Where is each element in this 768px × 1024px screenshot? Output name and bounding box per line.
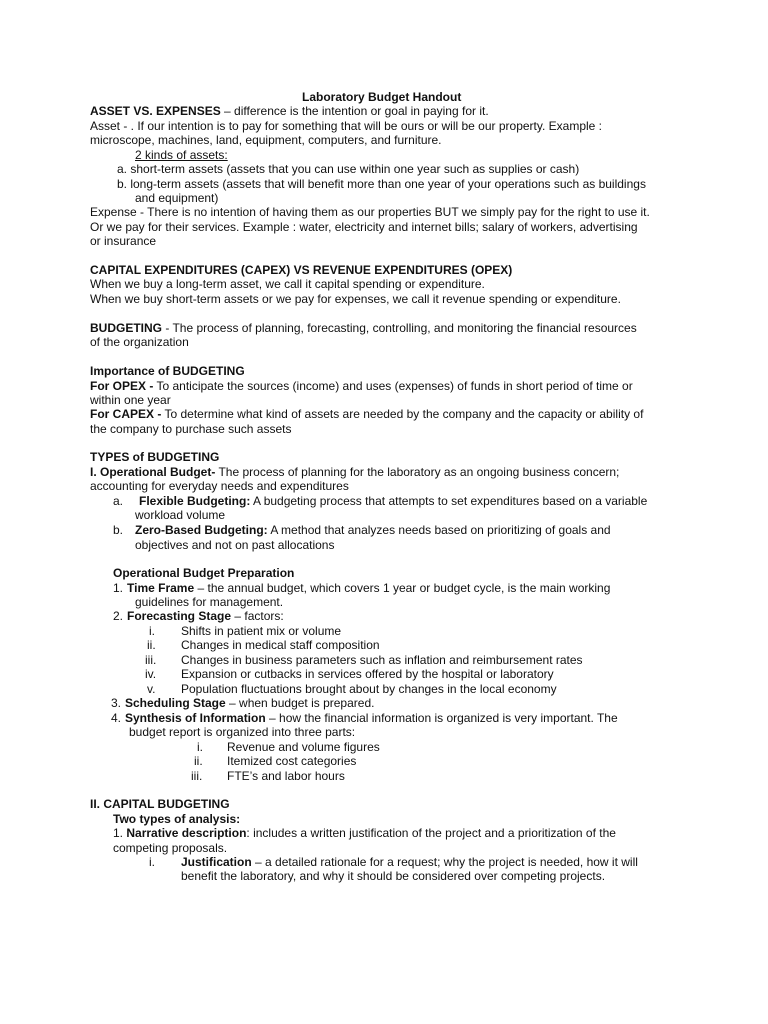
factor-text: Expansion or cutbacks in services offered by the hospital or laboratory — [181, 667, 554, 681]
capital-budgeting-heading: II. CAPITAL BUDGETING — [90, 797, 230, 811]
synthesis-line-2: budget report is organized into three parts: — [129, 725, 356, 739]
for-opex-label: For OPEX - — [90, 379, 154, 393]
factor-num: iv. — [145, 667, 157, 681]
importance-heading: Importance of BUDGETING — [90, 364, 245, 378]
scheduling-label: Scheduling Stage — [125, 696, 226, 710]
operational-budget-line-2: accounting for everyday needs and expenditures — [90, 479, 349, 493]
factor-text: Changes in business parameters such as inflation and reimbursement rates — [181, 653, 583, 667]
time-frame-text: – the annual budget, which covers 1 year or budget cycle, is the main working — [194, 581, 611, 595]
types-heading: TYPES of BUDGETING — [90, 450, 220, 464]
budgeting-definition-line-1 — [90, 321, 637, 335]
justification-text: – a detailed rationale for a request; why the project is needed, how it will — [251, 855, 638, 869]
for-opex-line-2: within one year — [90, 393, 171, 407]
forecasting-label: Forecasting Stage — [127, 609, 232, 623]
operational-budget-label: I. Operational Budget- — [90, 465, 216, 479]
flexible-budgeting-label: Flexible Budgeting: — [139, 494, 251, 508]
asset-line-2: microscope, machines, land, equipment, computers, and furniture. — [90, 133, 442, 147]
zero-based-budgeting-label: Zero-Based Budgeting: — [135, 523, 268, 537]
flexible-budgeting-line-1 — [139, 494, 647, 508]
short-term-assets: a. short-term assets (assets that you can use within one year such as supplies or cash) — [117, 162, 580, 176]
asset-line-1: Asset - . If our intention is to pay for something that will be ours or will be our property. Example : — [90, 119, 603, 133]
forecasting-num: 2. — [113, 609, 124, 623]
time-frame-label: Time Frame — [127, 581, 195, 595]
time-frame-line-2: guidelines for management. — [135, 595, 284, 609]
flexible-budgeting-text: A budgeting process that attempts to set expenditures based on a variable — [250, 494, 648, 508]
forecasting-text: – factors: — [231, 609, 284, 623]
factor-num: v. — [147, 682, 156, 696]
justification-line-1 — [181, 855, 638, 869]
part-num: i. — [197, 740, 203, 754]
for-opex-text: To anticipate the sources (income) and uses (expenses) of funds in short period of time or — [153, 379, 633, 393]
heading-rest: – difference is the intention or goal in paying for it. — [220, 104, 489, 118]
narrative-label: Narrative description — [126, 826, 247, 840]
flexible-budgeting-line-2: workload volume — [135, 508, 226, 522]
synthesis-text: – how the financial information is organized is very important. The — [265, 711, 618, 725]
factor-text: Population fluctuations brought about by changes in the local economy — [181, 682, 557, 696]
part-num: ii. — [194, 754, 203, 768]
kinds-of-assets: 2 kinds of assets: — [135, 148, 228, 162]
preparation-heading: Operational Budget Preparation — [113, 566, 295, 580]
expense-line-1: Expense - There is no intention of having them as our properties BUT we simply pay for the right to use it. — [90, 205, 650, 219]
asset-vs-expenses-heading — [90, 104, 489, 118]
narrative-num: 1. — [113, 826, 124, 840]
long-term-assets-line-2: and equipment) — [135, 191, 219, 205]
flexible-budgeting-marker: a. — [113, 494, 124, 508]
for-capex-text: To determine what kind of assets are needed by the company and the capacity or ability of — [161, 407, 644, 421]
synthesis-label: Synthesis of Information — [125, 711, 266, 725]
scheduling-line — [125, 696, 374, 710]
narrative-text: : includes a written justification of the project and a prioritization of the — [246, 826, 616, 840]
operational-budget-text: The process of planning for the laboratory as an ongoing business concern; — [215, 465, 620, 479]
budgeting-definition-line-2: of the organization — [90, 335, 189, 349]
two-types-heading: Two types of analysis: — [113, 812, 241, 826]
justification-num: i. — [149, 855, 155, 869]
justification-label: Justification — [181, 855, 252, 869]
long-term-assets-line-1: b. long-term assets (assets that will benefit more than one year of your operations such as buildings — [117, 177, 646, 191]
zero-based-budgeting-text: A method that analyzes needs based on prioritizing of goals and — [267, 523, 611, 537]
capex-opex-heading: CAPITAL EXPENDITURES (CAPEX) VS REVENUE EXPENDITURES (OPEX) — [90, 263, 513, 277]
scheduling-num: 3. — [111, 696, 122, 710]
factor-num: iii. — [145, 653, 157, 667]
budgeting-text: - The process of planning, forecasting, controlling, and monitoring the financial resources — [162, 321, 637, 335]
justification-line-2: benefit the laboratory, and why it should be considered over competing projects. — [181, 869, 606, 883]
scheduling-text: – when budget is prepared. — [225, 696, 375, 710]
synthesis-line-1 — [125, 711, 618, 725]
heading-bold: ASSET VS. EXPENSES — [90, 104, 221, 118]
part-num: iii. — [191, 769, 203, 783]
operational-budget-line-1 — [90, 465, 619, 479]
factor-num: i. — [149, 624, 155, 638]
budgeting-heading: BUDGETING — [90, 321, 162, 335]
part-text: Itemized cost categories — [227, 754, 357, 768]
time-frame-num: 1. — [113, 581, 124, 595]
zero-based-budgeting-line-2: objectives and not on past allocations — [135, 538, 335, 552]
for-opex-line-1 — [90, 379, 633, 393]
capex-opex-line-1: When we buy a long-term asset, we call it capital spending or expenditure. — [90, 277, 485, 291]
narrative-line-2: competing proposals. — [113, 841, 228, 855]
expense-line-3: or insurance — [90, 234, 157, 248]
forecasting-line — [127, 609, 284, 623]
expense-line-2: Or we pay for their services. Example : water, electricity and internet bills; salary of workers, advertising — [90, 220, 638, 234]
for-capex-label: For CAPEX - — [90, 407, 162, 421]
factor-text: Changes in medical staff composition — [181, 638, 380, 652]
for-capex-line-2: the company to purchase such assets — [90, 422, 292, 436]
factor-num: ii. — [147, 638, 156, 652]
for-capex-line-1 — [90, 407, 643, 421]
time-frame-line-1 — [127, 581, 610, 595]
narrative-line-1 — [113, 826, 616, 840]
document-title: Laboratory Budget Handout — [302, 90, 462, 104]
zero-based-budgeting-line-1 — [135, 523, 611, 537]
zero-based-budgeting-marker: b. — [113, 523, 124, 537]
part-text: FTE’s and labor hours — [227, 769, 345, 783]
synthesis-num: 4. — [111, 711, 122, 725]
capex-opex-line-2: When we buy short-term assets or we pay for expenses, we call it revenue spending or expenditure. — [90, 292, 621, 306]
factor-text: Shifts in patient mix or volume — [181, 624, 342, 638]
part-text: Revenue and volume figures — [227, 740, 380, 754]
